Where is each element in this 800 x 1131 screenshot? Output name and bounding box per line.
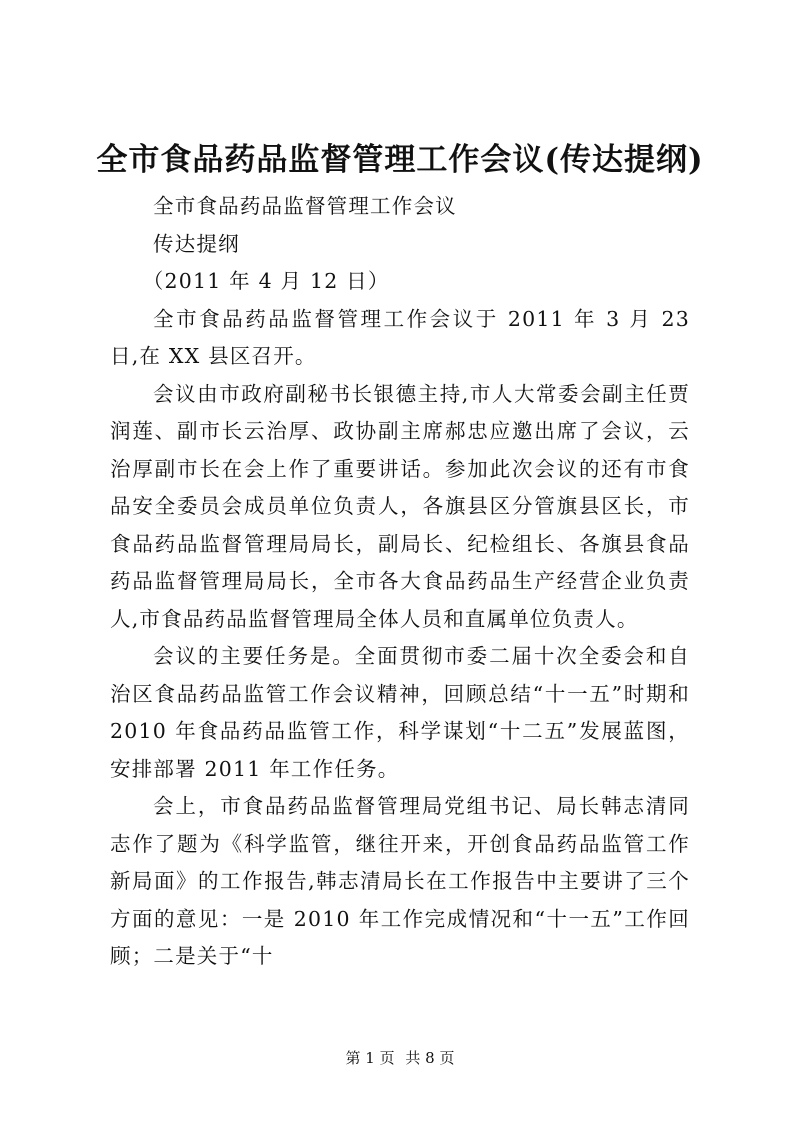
paragraph-meeting-name: 全市食品药品监督管理工作会议	[153, 194, 457, 218]
paragraph-main-task: 会议的主要任务是。全面贯彻市委二届十次全委会和自治区食品药品监管工作会议精神，回顾总结“十一五”时期和 2010 年食品药品监管工作，科学谋划“十二五”发展蓝图，安排部署 2011 年工作任务。	[110, 644, 690, 781]
page-footer	[0, 1048, 800, 1068]
document-body	[110, 188, 690, 976]
document-title: 全市食品药品监督管理工作会议(传达提纲)	[96, 142, 704, 178]
paragraph-outline-label: 传达提纲	[153, 231, 240, 256]
paragraph-work-report: 会上，市食品药品监督管理局党组书记、局长韩志清同志作了题为《科学监管，继往开来，开创食品药品监管工作新局面》的工作报告,韩志清局长在工作报告中主要讲了三个方面的意见：一是 2010 年工作完成情况和“十一五”工作回顾；二是关于“十	[110, 794, 690, 968]
paragraph-date: （2011 年 4 月 12 日）	[142, 269, 390, 293]
page-total: 共 8 页	[405, 1049, 455, 1067]
paragraph-attendees: 会议由市政府副秘书长银德主持,市人大常委会副主任贾润莲、副市长云治厚、政协副主席郝忠应邀出席了会议，云治厚副市长在会上作了重要讲话。参加此次会议的还有市食品安全委员会成员单位负责人，各旗县区分管旗县区长，市食品药品监督管理局局长，副局长、纪检组长、各旗县食品药品监督管理局局长，全市各大食品药品生产经营企业负责人,市食品药品监督管理局全体人员和直属单位负责人。	[110, 381, 690, 631]
paragraph-meeting-held: 全市食品药品监督管理工作会议于 2011 年 3 月 23 日,在 XX 县区召开。	[110, 306, 690, 368]
page-number: 第 1 页	[345, 1049, 395, 1067]
